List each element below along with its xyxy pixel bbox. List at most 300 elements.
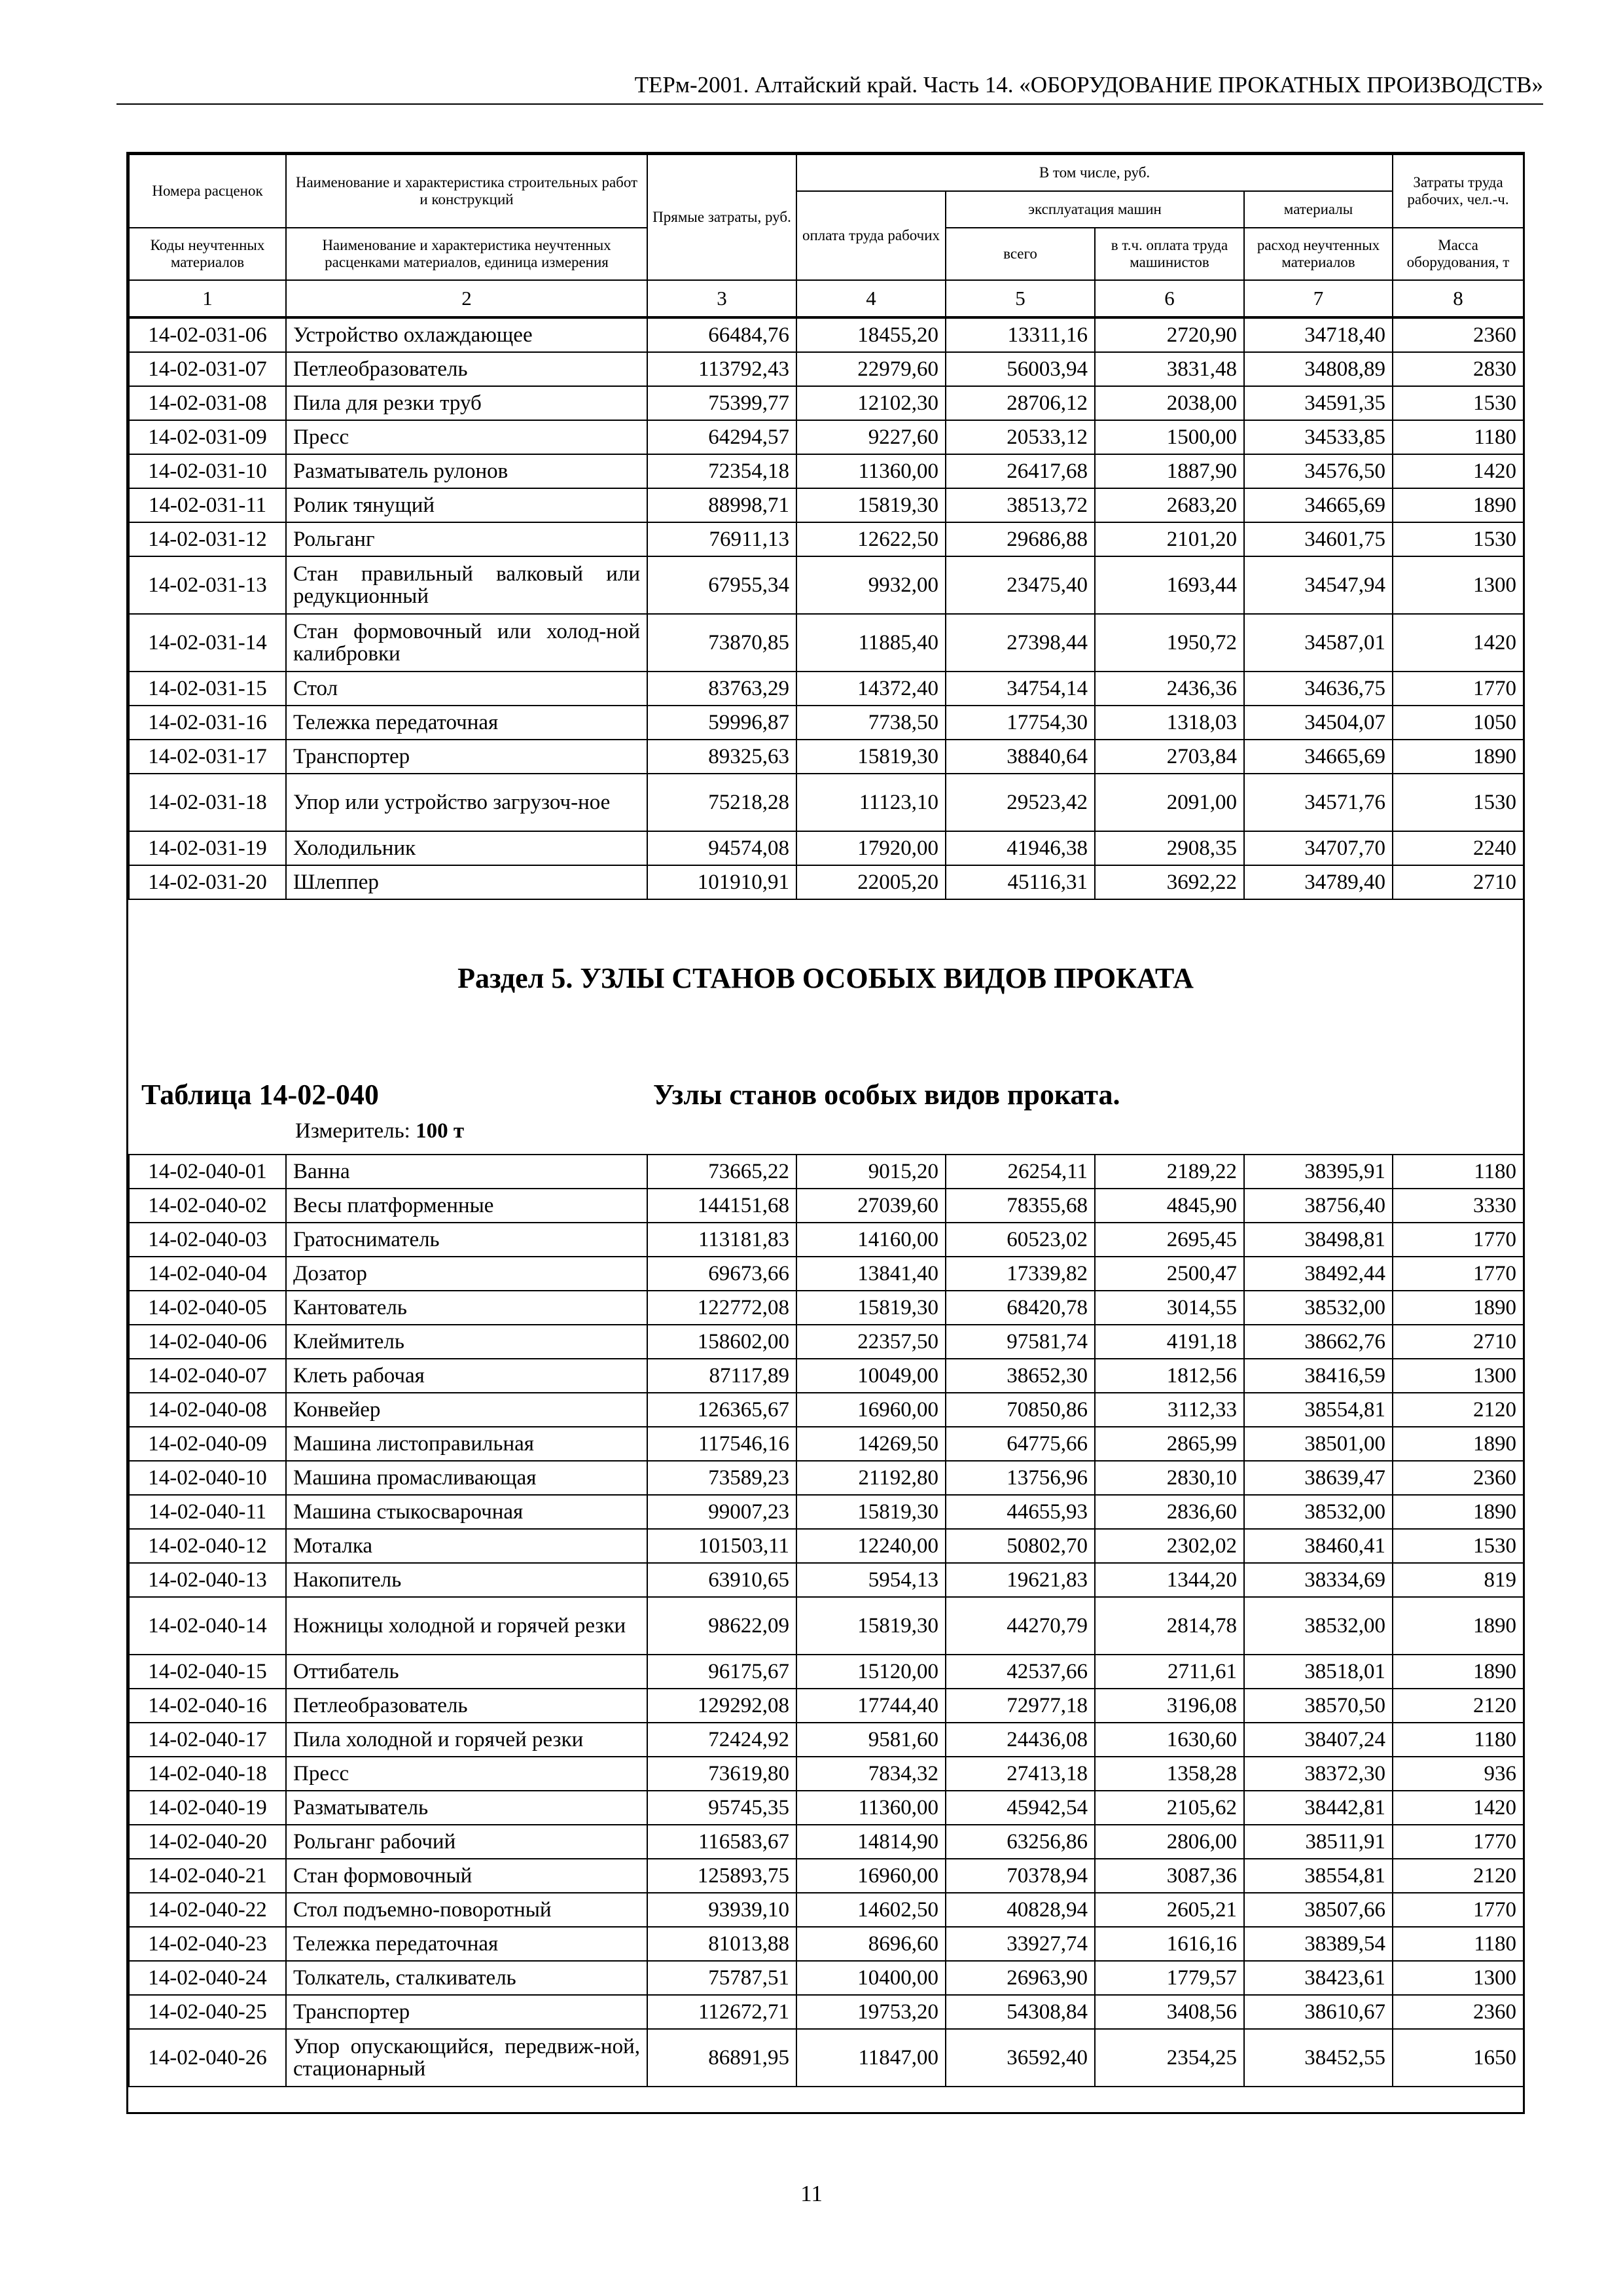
cell-direct: 81013,88 (647, 1927, 796, 1961)
rate-code: 14-02-031-07 (129, 352, 286, 386)
header-direct-costs: Прямые затраты, руб. (647, 154, 796, 280)
rate-code: 14-02-040-26 (129, 2029, 286, 2087)
work-name: Дозатор (286, 1257, 647, 1291)
header-operators-pay: в т.ч. оплата труда машинистов (1095, 228, 1244, 280)
table-row (129, 1393, 1524, 1427)
cell-operators: 1344,20 (1095, 1563, 1244, 1597)
column-number: 1 (129, 280, 286, 317)
header-machines: эксплуатация машин (946, 191, 1244, 228)
rate-code: 14-02-031-15 (129, 672, 286, 706)
cell-machines: 44270,79 (946, 1597, 1095, 1655)
table-row (129, 740, 1524, 774)
cell-machines: 34754,14 (946, 672, 1095, 706)
column-number: 5 (946, 280, 1095, 317)
cell-materials: 38452,55 (1244, 2029, 1393, 2087)
cell-machines: 28706,12 (946, 386, 1095, 420)
cell-labor: 22357,50 (796, 1325, 946, 1359)
header-labor-hours: Затраты труда рабочих, чел.-ч. (1393, 154, 1524, 228)
cell-mass: 1770 (1393, 1825, 1524, 1859)
rate-code: 14-02-031-16 (129, 706, 286, 740)
table-row (129, 522, 1524, 556)
table-row (129, 318, 1524, 352)
work-name: Тележка передаточная (286, 706, 647, 740)
cell-materials: 38570,50 (1244, 1689, 1393, 1723)
measure-value: 100 т (416, 1119, 465, 1143)
cell-operators: 3014,55 (1095, 1291, 1244, 1325)
column-number: 2 (286, 280, 647, 317)
cell-labor: 22979,60 (796, 352, 946, 386)
cell-materials: 34591,35 (1244, 386, 1393, 420)
cell-machines: 38652,30 (946, 1359, 1095, 1393)
work-name: Стан формовочный (286, 1859, 647, 1893)
cell-operators: 1318,03 (1095, 706, 1244, 740)
cell-operators: 3831,48 (1095, 352, 1244, 386)
table-row (129, 706, 1524, 740)
cell-direct: 75399,77 (647, 386, 796, 420)
cell-materials: 38511,91 (1244, 1825, 1393, 1859)
table-row (129, 1723, 1524, 1757)
cell-direct: 99007,23 (647, 1495, 796, 1529)
rate-code: 14-02-040-19 (129, 1791, 286, 1825)
cell-direct: 59996,87 (647, 706, 796, 740)
header-machines-total: всего (946, 228, 1095, 280)
cell-operators: 2500,47 (1095, 1257, 1244, 1291)
cell-labor: 15819,30 (796, 1495, 946, 1529)
cell-machines: 33927,74 (946, 1927, 1095, 1961)
section-title: Раздел 5. УЗЛЫ СТАНОВ ОСОБЫХ ВИДОВ ПРОКАТА (457, 962, 1194, 994)
cell-labor: 11360,00 (796, 454, 946, 488)
cell-direct: 89325,63 (647, 740, 796, 774)
cell-materials: 38554,81 (1244, 1393, 1393, 1427)
table-row (129, 1189, 1524, 1223)
cell-operators: 1812,56 (1095, 1359, 1244, 1393)
page-number: 11 (800, 2181, 823, 2206)
work-name: Стан правильный валковый или редукционный (286, 556, 647, 614)
cell-materials: 38389,54 (1244, 1927, 1393, 1961)
cell-mass: 1770 (1393, 1893, 1524, 1927)
rate-code: 14-02-040-14 (129, 1597, 286, 1655)
cell-labor: 9015,20 (796, 1155, 946, 1189)
rate-code: 14-02-040-13 (129, 1563, 286, 1597)
cell-materials: 38492,44 (1244, 1257, 1393, 1291)
work-name: Стан формовочный или холод-ной калибровки (286, 614, 647, 672)
work-name: Рольганг (286, 522, 647, 556)
table-row (129, 1597, 1524, 1655)
cell-labor: 18455,20 (796, 318, 946, 352)
cell-machines: 50802,70 (946, 1529, 1095, 1563)
work-name: Пила для резки труб (286, 386, 647, 420)
cell-mass: 1890 (1393, 1655, 1524, 1689)
cell-operators: 2436,36 (1095, 672, 1244, 706)
cell-labor: 9581,60 (796, 1723, 946, 1757)
cell-operators: 1693,44 (1095, 556, 1244, 614)
cell-materials: 34707,70 (1244, 831, 1393, 865)
cell-materials: 38460,41 (1244, 1529, 1393, 1563)
column-number: 3 (647, 280, 796, 317)
table-row (129, 556, 1524, 614)
header-codes-alt: Коды неучтенных материалов (129, 228, 286, 280)
cell-operators: 1616,16 (1095, 1927, 1244, 1961)
cell-machines: 24436,08 (946, 1723, 1095, 1757)
cell-labor: 15819,30 (796, 1597, 946, 1655)
cell-operators: 3408,56 (1095, 1995, 1244, 2029)
work-name: Ванна (286, 1155, 647, 1189)
table-row (129, 386, 1524, 420)
cell-machines: 13311,16 (946, 318, 1095, 352)
rate-code: 14-02-031-20 (129, 865, 286, 899)
cell-machines: 26963,90 (946, 1961, 1095, 1995)
cell-direct: 125893,75 (647, 1859, 796, 1893)
table-row (129, 1461, 1524, 1495)
cell-operators: 4845,90 (1095, 1189, 1244, 1223)
cell-materials: 34665,69 (1244, 740, 1393, 774)
work-name: Рольганг рабочий (286, 1825, 647, 1859)
cell-operators: 1358,28 (1095, 1757, 1244, 1791)
cell-mass: 1770 (1393, 1223, 1524, 1257)
cell-labor: 11885,40 (796, 614, 946, 672)
cell-machines: 63256,86 (946, 1825, 1095, 1859)
table-row (129, 1325, 1524, 1359)
cell-materials: 34636,75 (1244, 672, 1393, 706)
work-name: Оттибатель (286, 1655, 647, 1689)
cell-direct: 144151,68 (647, 1189, 796, 1223)
column-number: 6 (1095, 280, 1244, 317)
cell-machines: 20533,12 (946, 420, 1095, 454)
work-name: Упор опускающийся, передвиж-ной, стационарный (286, 2029, 647, 2087)
cell-direct: 73665,22 (647, 1155, 796, 1189)
cell-materials: 38498,81 (1244, 1223, 1393, 1257)
cell-labor: 17920,00 (796, 831, 946, 865)
rate-code: 14-02-040-15 (129, 1655, 286, 1689)
work-name: Ролик тянущий (286, 488, 647, 522)
work-name: Гратосниматель (286, 1223, 647, 1257)
cell-materials: 34718,40 (1244, 318, 1393, 352)
cell-materials: 38532,00 (1244, 1495, 1393, 1529)
table-row (129, 420, 1524, 454)
work-name: Пресс (286, 420, 647, 454)
cell-operators: 4191,18 (1095, 1325, 1244, 1359)
cell-direct: 98622,09 (647, 1597, 796, 1655)
cell-mass: 819 (1393, 1563, 1524, 1597)
table-row (129, 352, 1524, 386)
cell-labor: 11360,00 (796, 1791, 946, 1825)
cell-labor: 14814,90 (796, 1825, 946, 1859)
cell-direct: 76911,13 (647, 522, 796, 556)
table-row (129, 614, 1524, 672)
table-row (129, 1995, 1524, 2029)
rate-code: 14-02-040-02 (129, 1189, 286, 1223)
cell-labor: 12240,00 (796, 1529, 946, 1563)
cell-labor: 15819,30 (796, 740, 946, 774)
cell-materials: 34504,07 (1244, 706, 1393, 740)
cell-direct: 72354,18 (647, 454, 796, 488)
cell-mass: 1890 (1393, 740, 1524, 774)
cell-direct: 73619,80 (647, 1757, 796, 1791)
cell-direct: 75218,28 (647, 774, 796, 831)
cell-materials: 38372,30 (1244, 1757, 1393, 1791)
cell-labor: 14160,00 (796, 1223, 946, 1257)
table-row (129, 1927, 1524, 1961)
rate-code: 14-02-040-24 (129, 1961, 286, 1995)
table-row (129, 1689, 1524, 1723)
rate-code: 14-02-040-01 (129, 1155, 286, 1189)
work-name: Стол (286, 672, 647, 706)
cell-operators: 1500,00 (1095, 420, 1244, 454)
cell-direct: 87117,89 (647, 1359, 796, 1393)
cell-direct: 96175,67 (647, 1655, 796, 1689)
table-row (129, 1757, 1524, 1791)
cell-machines: 40828,94 (946, 1893, 1095, 1927)
table-row (129, 1427, 1524, 1461)
cell-direct: 122772,08 (647, 1291, 796, 1325)
cell-mass: 1180 (1393, 1155, 1524, 1189)
cell-machines: 13756,96 (946, 1461, 1095, 1495)
table-row (129, 454, 1524, 488)
cell-operators: 2189,22 (1095, 1155, 1244, 1189)
cell-operators: 2814,78 (1095, 1597, 1244, 1655)
cell-mass: 1180 (1393, 1723, 1524, 1757)
cell-mass: 1180 (1393, 420, 1524, 454)
cell-materials: 34571,76 (1244, 774, 1393, 831)
cell-direct: 73589,23 (647, 1461, 796, 1495)
table-header (128, 154, 1524, 317)
cell-labor: 15819,30 (796, 1291, 946, 1325)
cell-operators: 2711,61 (1095, 1655, 1244, 1689)
rate-code: 14-02-031-09 (129, 420, 286, 454)
cell-mass: 1890 (1393, 488, 1524, 522)
rate-code: 14-02-040-25 (129, 1995, 286, 2029)
rate-code: 14-02-040-23 (129, 1927, 286, 1961)
work-name: Стол подъемно-поворотный (286, 1893, 647, 1927)
cell-direct: 67955,34 (647, 556, 796, 614)
cell-machines: 70850,86 (946, 1393, 1095, 1427)
cell-operators: 2302,02 (1095, 1529, 1244, 1563)
header-materials-alt: расход неучтенных материалов (1244, 228, 1393, 280)
work-name: Машина промасливающая (286, 1461, 647, 1495)
table-row (129, 1223, 1524, 1257)
cell-materials: 38334,69 (1244, 1563, 1393, 1597)
work-name: Машина стыкосварочная (286, 1495, 647, 1529)
work-name: Пила холодной и горячей резки (286, 1723, 647, 1757)
cell-mass: 1890 (1393, 1427, 1524, 1461)
cell-direct: 73870,85 (647, 614, 796, 672)
rate-code: 14-02-031-10 (129, 454, 286, 488)
cell-labor: 21192,80 (796, 1461, 946, 1495)
cell-mass: 3330 (1393, 1189, 1524, 1223)
cell-machines: 38840,64 (946, 740, 1095, 774)
cell-materials: 38501,00 (1244, 1427, 1393, 1461)
rates-table-bottom (128, 1154, 1524, 2087)
cell-materials: 34789,40 (1244, 865, 1393, 899)
cell-labor: 14602,50 (796, 1893, 946, 1927)
cell-mass: 936 (1393, 1757, 1524, 1791)
cell-operators: 2908,35 (1095, 831, 1244, 865)
column-number: 4 (796, 280, 946, 317)
table-row (129, 1893, 1524, 1927)
cell-machines: 23475,40 (946, 556, 1095, 614)
table-row (129, 1859, 1524, 1893)
cell-mass: 2120 (1393, 1393, 1524, 1427)
rate-code: 14-02-031-11 (129, 488, 286, 522)
cell-operators: 1887,90 (1095, 454, 1244, 488)
cell-labor: 11123,10 (796, 774, 946, 831)
rate-code: 14-02-040-03 (129, 1223, 286, 1257)
cell-materials: 38532,00 (1244, 1597, 1393, 1655)
cell-labor: 27039,60 (796, 1189, 946, 1223)
cell-direct: 113181,83 (647, 1223, 796, 1257)
rate-code: 14-02-040-04 (129, 1257, 286, 1291)
header-materials: материалы (1244, 191, 1393, 228)
cell-direct: 69673,66 (647, 1257, 796, 1291)
cell-operators: 2605,21 (1095, 1893, 1244, 1927)
cell-mass: 1530 (1393, 774, 1524, 831)
cell-operators: 3196,08 (1095, 1689, 1244, 1723)
cell-mass: 2360 (1393, 1461, 1524, 1495)
cell-mass: 1300 (1393, 556, 1524, 614)
table-row (129, 1563, 1524, 1597)
cell-mass: 1180 (1393, 1927, 1524, 1961)
work-name: Моталка (286, 1529, 647, 1563)
measure-unit (295, 1119, 464, 1143)
cell-mass: 2120 (1393, 1689, 1524, 1723)
cell-materials: 38442,81 (1244, 1791, 1393, 1825)
table-row (129, 1791, 1524, 1825)
cell-machines: 45942,54 (946, 1791, 1095, 1825)
cell-materials: 38518,01 (1244, 1655, 1393, 1689)
cell-labor: 7738,50 (796, 706, 946, 740)
header-codes: Номера расценок (129, 154, 286, 228)
cell-materials: 38395,91 (1244, 1155, 1393, 1189)
page-header: ТЕРм-2001. Алтайский край. Часть 14. «ОБОРУДОВАНИЕ ПРОКАТНЫХ ПРОИЗВОДСТВ» (116, 71, 1543, 105)
table-row (129, 1155, 1524, 1189)
work-name: Ножницы холодной и горячей резки (286, 1597, 647, 1655)
cell-labor: 22005,20 (796, 865, 946, 899)
rate-code: 14-02-040-05 (129, 1291, 286, 1325)
header-including: В том числе, руб. (796, 154, 1393, 191)
cell-machines: 70378,94 (946, 1859, 1095, 1893)
work-name: Кантователь (286, 1291, 647, 1325)
cell-operators: 2830,10 (1095, 1461, 1244, 1495)
work-name: Устройство охлаждающее (286, 318, 647, 352)
cell-materials: 38756,40 (1244, 1189, 1393, 1223)
cell-labor: 7834,32 (796, 1757, 946, 1791)
table-row (129, 831, 1524, 865)
cell-labor: 14269,50 (796, 1427, 946, 1461)
cell-machines: 26417,68 (946, 454, 1095, 488)
work-name: Толкатель, сталкиватель (286, 1961, 647, 1995)
rate-code: 14-02-040-16 (129, 1689, 286, 1723)
cell-machines: 29686,88 (946, 522, 1095, 556)
table-row (129, 672, 1524, 706)
rate-code: 14-02-031-13 (129, 556, 286, 614)
cell-direct: 93939,10 (647, 1893, 796, 1927)
cell-machines: 68420,78 (946, 1291, 1095, 1325)
rate-code: 14-02-040-22 (129, 1893, 286, 1927)
cell-operators: 2865,99 (1095, 1427, 1244, 1461)
cell-labor: 10400,00 (796, 1961, 946, 1995)
cell-machines: 64775,66 (946, 1427, 1095, 1461)
cell-operators: 2105,62 (1095, 1791, 1244, 1825)
cell-machines: 36592,40 (946, 2029, 1095, 2087)
rate-code: 14-02-031-14 (129, 614, 286, 672)
cell-operators: 2038,00 (1095, 386, 1244, 420)
cell-operators: 2695,45 (1095, 1223, 1244, 1257)
cell-mass: 1420 (1393, 614, 1524, 672)
cell-operators: 1630,60 (1095, 1723, 1244, 1757)
cell-mass: 2240 (1393, 831, 1524, 865)
cell-direct: 95745,35 (647, 1791, 796, 1825)
cell-machines: 44655,93 (946, 1495, 1095, 1529)
rate-code: 14-02-040-12 (129, 1529, 286, 1563)
work-name: Весы платформенные (286, 1189, 647, 1223)
rate-code: 14-02-040-09 (129, 1427, 286, 1461)
work-name: Пресс (286, 1757, 647, 1791)
cell-operators: 2683,20 (1095, 488, 1244, 522)
work-name: Клеймитель (286, 1325, 647, 1359)
cell-operators: 2091,00 (1095, 774, 1244, 831)
header-mass: Масса оборудования, т (1393, 228, 1524, 280)
table-row (129, 2029, 1524, 2087)
cell-mass: 1530 (1393, 522, 1524, 556)
cell-direct: 116583,67 (647, 1825, 796, 1859)
cell-materials: 38423,61 (1244, 1961, 1393, 1995)
cell-operators: 3087,36 (1095, 1859, 1244, 1893)
rate-code: 14-02-040-20 (129, 1825, 286, 1859)
cell-labor: 15120,00 (796, 1655, 946, 1689)
cell-direct: 117546,16 (647, 1427, 796, 1461)
table-row (129, 488, 1524, 522)
cell-machines: 72977,18 (946, 1689, 1095, 1723)
cell-mass: 1770 (1393, 672, 1524, 706)
cell-direct: 64294,57 (647, 420, 796, 454)
measure-label: Измеритель: (295, 1119, 410, 1143)
cell-direct: 101910,91 (647, 865, 796, 899)
cell-machines: 26254,11 (946, 1155, 1095, 1189)
rate-code: 14-02-040-10 (129, 1461, 286, 1495)
cell-labor: 16960,00 (796, 1859, 946, 1893)
cell-labor: 17744,40 (796, 1689, 946, 1723)
cell-machines: 38513,72 (946, 488, 1095, 522)
cell-materials: 34601,75 (1244, 522, 1393, 556)
cell-labor: 9227,60 (796, 420, 946, 454)
work-name: Упор или устройство загрузоч-ное (286, 774, 647, 831)
cell-direct: 129292,08 (647, 1689, 796, 1723)
cell-mass: 2710 (1393, 865, 1524, 899)
cell-direct: 72424,92 (647, 1723, 796, 1757)
work-name: Петлеобразователь (286, 1689, 647, 1723)
cell-operators: 2720,90 (1095, 318, 1244, 352)
cell-machines: 97581,74 (946, 1325, 1095, 1359)
table-row (129, 1825, 1524, 1859)
cell-mass: 1890 (1393, 1597, 1524, 1655)
cell-materials: 34547,94 (1244, 556, 1393, 614)
cell-direct: 83763,29 (647, 672, 796, 706)
cell-labor: 13841,40 (796, 1257, 946, 1291)
header-labor-pay: оплата труда рабочих (796, 191, 946, 280)
cell-machines: 54308,84 (946, 1995, 1095, 2029)
cell-machines: 60523,02 (946, 1223, 1095, 1257)
rate-code: 14-02-031-19 (129, 831, 286, 865)
work-name: Машина листоправильная (286, 1427, 647, 1461)
rate-code: 14-02-040-11 (129, 1495, 286, 1529)
cell-labor: 16960,00 (796, 1393, 946, 1427)
cell-mass: 1770 (1393, 1257, 1524, 1291)
cell-direct: 75787,51 (647, 1961, 796, 1995)
table-row (129, 865, 1524, 899)
table-row (129, 1961, 1524, 1995)
work-name: Шлеппер (286, 865, 647, 899)
table-row (129, 1495, 1524, 1529)
